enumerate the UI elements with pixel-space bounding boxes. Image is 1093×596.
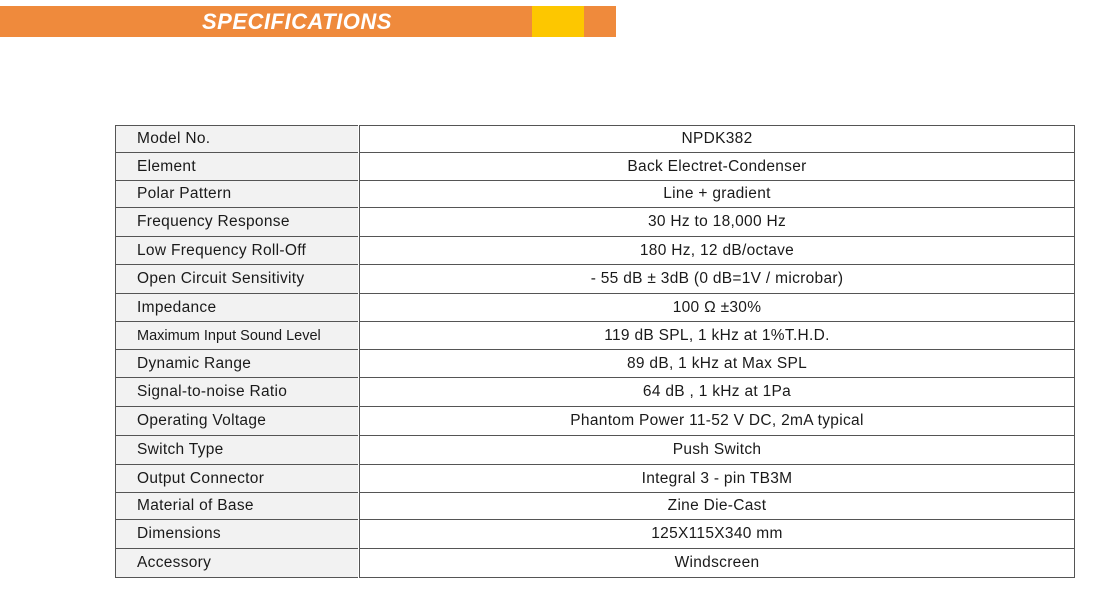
spec-value: 180 Hz, 12 dB/octave [359,236,1075,264]
spec-row-dynamic-range [115,349,1075,377]
spec-label: Dynamic Range [115,349,358,377]
specifications-banner [0,6,616,37]
spec-row-operating-voltage [115,406,1075,435]
spec-label: Polar Pattern [115,180,358,207]
spec-row-switch-type [115,435,1075,464]
spec-row-sensitivity [115,264,1075,293]
spec-label: Low Frequency Roll-Off [115,236,358,264]
spec-label: Open Circuit Sensitivity [115,264,358,293]
spec-value: Windscreen [359,548,1075,578]
spec-value: 64 dB , 1 kHz at 1Pa [359,377,1075,406]
spec-value: NPDK382 [359,125,1075,152]
spec-row-accessory [115,548,1075,578]
spec-row-frequency-response [115,207,1075,236]
spec-value: 30 Hz to 18,000 Hz [359,207,1075,236]
spec-row-impedance [115,293,1075,321]
spec-value: Zine Die-Cast [359,492,1075,519]
spec-value: 119 dB SPL, 1 kHz at 1%T.H.D. [359,321,1075,349]
spec-value: Line + gradient [359,180,1075,207]
spec-label: Switch Type [115,435,358,464]
banner-title: SPECIFICATIONS [202,9,392,34]
spec-row-polar-pattern [115,180,1075,207]
spec-label: Maximum Input Sound Level [115,321,358,349]
spec-label: Impedance [115,293,358,321]
spec-value: 89 dB, 1 kHz at Max SPL [359,349,1075,377]
spec-value: Back Electret-Condenser [359,152,1075,180]
spec-row-output-connector [115,464,1075,492]
spec-row-element [115,152,1075,180]
spec-row-low-frequency-rolloff [115,236,1075,264]
banner-accent-block [532,6,584,37]
spec-label: Material of Base [115,492,358,519]
spec-label: Frequency Response [115,207,358,236]
spec-label: Element [115,152,358,180]
spec-label: Dimensions [115,519,358,548]
spec-row-max-input-sound-level [115,321,1075,349]
spec-value: Push Switch [359,435,1075,464]
spec-row-signal-to-noise [115,377,1075,406]
spec-value: - 55 dB ± 3dB (0 dB=1V / microbar) [359,264,1075,293]
spec-value: 125X115X340 mm [359,519,1075,548]
spec-row-dimensions [115,519,1075,548]
spec-label: Signal-to-noise Ratio [115,377,358,406]
spec-row-model [115,125,1075,152]
spec-value: Integral 3 - pin TB3M [359,464,1075,492]
spec-label: Accessory [115,548,358,578]
spec-value: 100 Ω ±30% [359,293,1075,321]
spec-label: Operating Voltage [115,406,358,435]
spec-label: Output Connector [115,464,358,492]
spec-row-material-of-base [115,492,1075,519]
spec-label: Model No. [115,125,358,152]
spec-value: Phantom Power 11-52 V DC, 2mA typical [359,406,1075,435]
